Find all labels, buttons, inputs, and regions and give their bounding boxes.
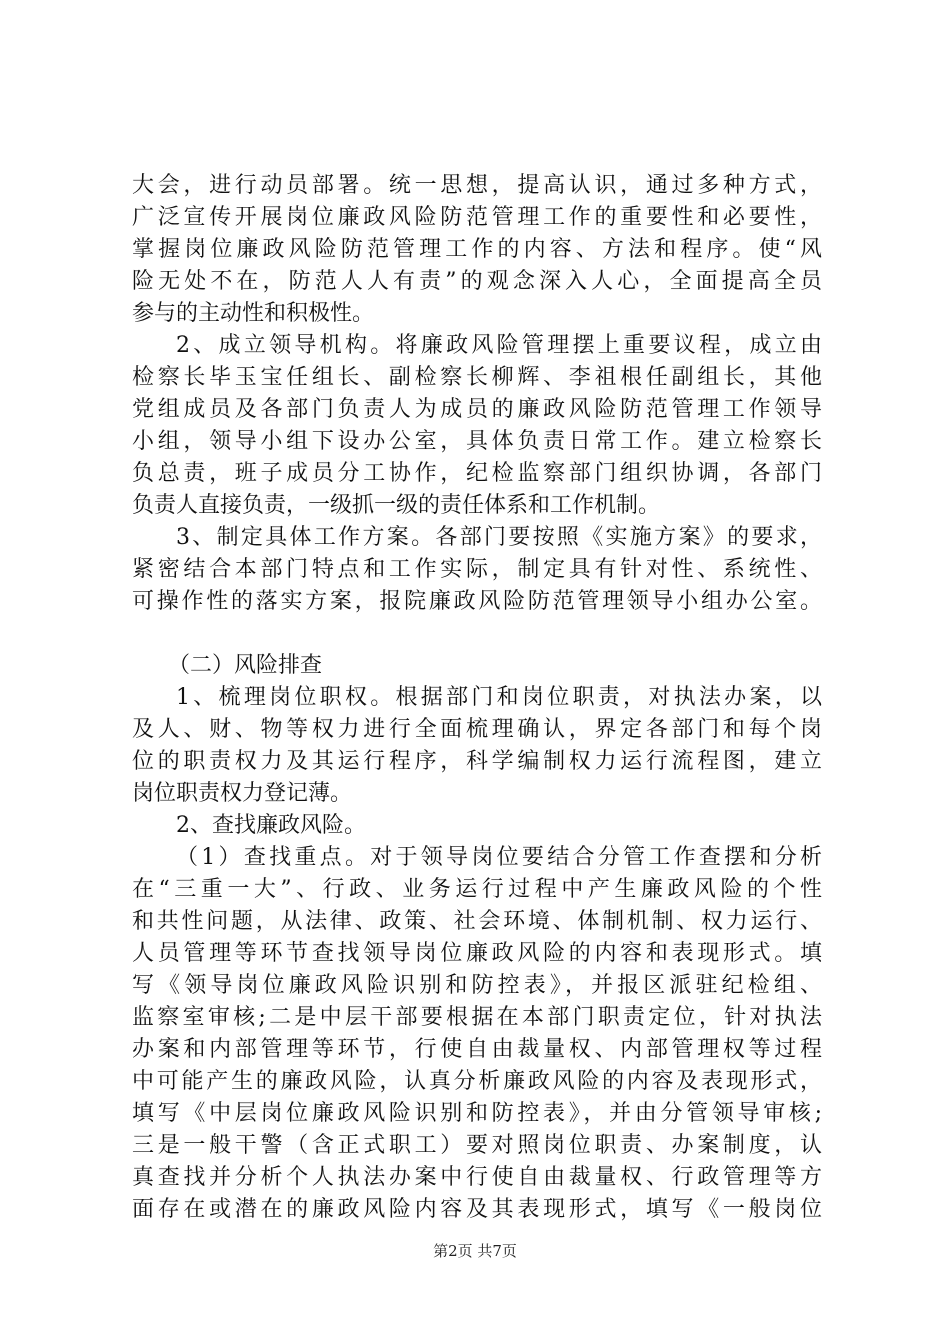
text-line: 在“三重一大”、行政、业务运行过程中产生廉政风险的个性	[132, 877, 822, 902]
text-line: 及人、财、物等权力进行全面梳理确认，界定各部门和每个岗	[132, 717, 822, 742]
text-line: 2、查找廉政风险。	[176, 813, 366, 838]
text-line: 和共性问题，从法律、政策、社会环境、体制机制、权力运行、	[132, 909, 822, 934]
text-line: 位的职责权力及其运行程序，科学编制权力运行流程图，建立	[132, 749, 822, 774]
text-line: 三是一般干警（含正式职工）要对照岗位职责、办案制度，认	[132, 1133, 822, 1158]
text-line: 人员管理等环节查找领导岗位廉政风险的内容和表现形式。填	[132, 941, 822, 966]
text-line: （1）查找重点。对于领导岗位要结合分管工作查摆和分析	[176, 845, 822, 870]
page-footer: 第2页 共7页	[433, 1242, 517, 1260]
text-line: 险无处不在，防范人人有责”的观念深入人心，全面提高全员	[132, 269, 822, 294]
text-line: 负总责，班子成员分工协作，纪检监察部门组织协调，各部门	[132, 461, 822, 486]
text-line: 1、梳理岗位职权。根据部门和岗位职责，对执法办案，以	[176, 685, 822, 710]
document-body	[132, 170, 822, 1226]
text-line: 负责人直接负责，一级抓一级的责任体系和工作机制。	[132, 493, 661, 518]
text-line: 写《领导岗位廉政风险识别和防控表》，并报区派驻纪检组、	[132, 973, 822, 998]
text-line: 中可能产生的廉政风险，认真分析廉政风险的内容及表现形式，	[132, 1069, 822, 1094]
section-heading: （二）风险排查	[168, 653, 323, 678]
text-line: 广泛宣传开展岗位廉政风险防范管理工作的重要性和必要性，	[132, 205, 822, 230]
text-line: 3、制定具体工作方案。各部门要按照《实施方案》的要求，	[176, 525, 822, 550]
text-line: 大会，进行动员部署。统一思想，提高认识，通过多种方式，	[132, 173, 822, 198]
text-line: 监察室审核;二是中层干部要根据在本部门职责定位，针对执法	[132, 1005, 822, 1030]
text-line: 小组，领导小组下设办公室，具体负责日常工作。建立检察长	[132, 429, 822, 454]
text-line: 掌握岗位廉政风险防范管理工作的内容、方法和程序。使“风	[132, 237, 822, 262]
text-line: 办案和内部管理等环节，行使自由裁量权、内部管理权等过程	[132, 1037, 822, 1062]
text-line: 参与的主动性和积极性。	[132, 301, 375, 326]
text-line: 紧密结合本部门特点和工作实际，制定具有针对性、系统性、	[132, 557, 822, 582]
text-line: 岗位职责权力登记薄。	[132, 781, 353, 806]
text-line: 填写《中层岗位廉政风险识别和防控表》，并由分管领导审核;	[132, 1101, 822, 1126]
text-line: 检察长毕玉宝任组长、副检察长柳辉、李祖根任副组长，其他	[132, 365, 822, 390]
paragraph-gap	[132, 618, 822, 650]
text-line: 党组成员及各部门负责人为成员的廉政风险防范管理工作领导	[132, 397, 822, 422]
text-line: 面存在或潜在的廉政风险内容及其表现形式，填写《一般岗位	[132, 1197, 822, 1222]
text-line: 2、成立领导机构。将廉政风险管理摆上重要议程，成立由	[176, 333, 822, 358]
text-line: 真查找并分析个人执法办案中行使自由裁量权、行政管理等方	[132, 1165, 822, 1190]
text-line: 可操作性的落实方案，报院廉政风险防范管理领导小组办公室。	[132, 589, 822, 614]
